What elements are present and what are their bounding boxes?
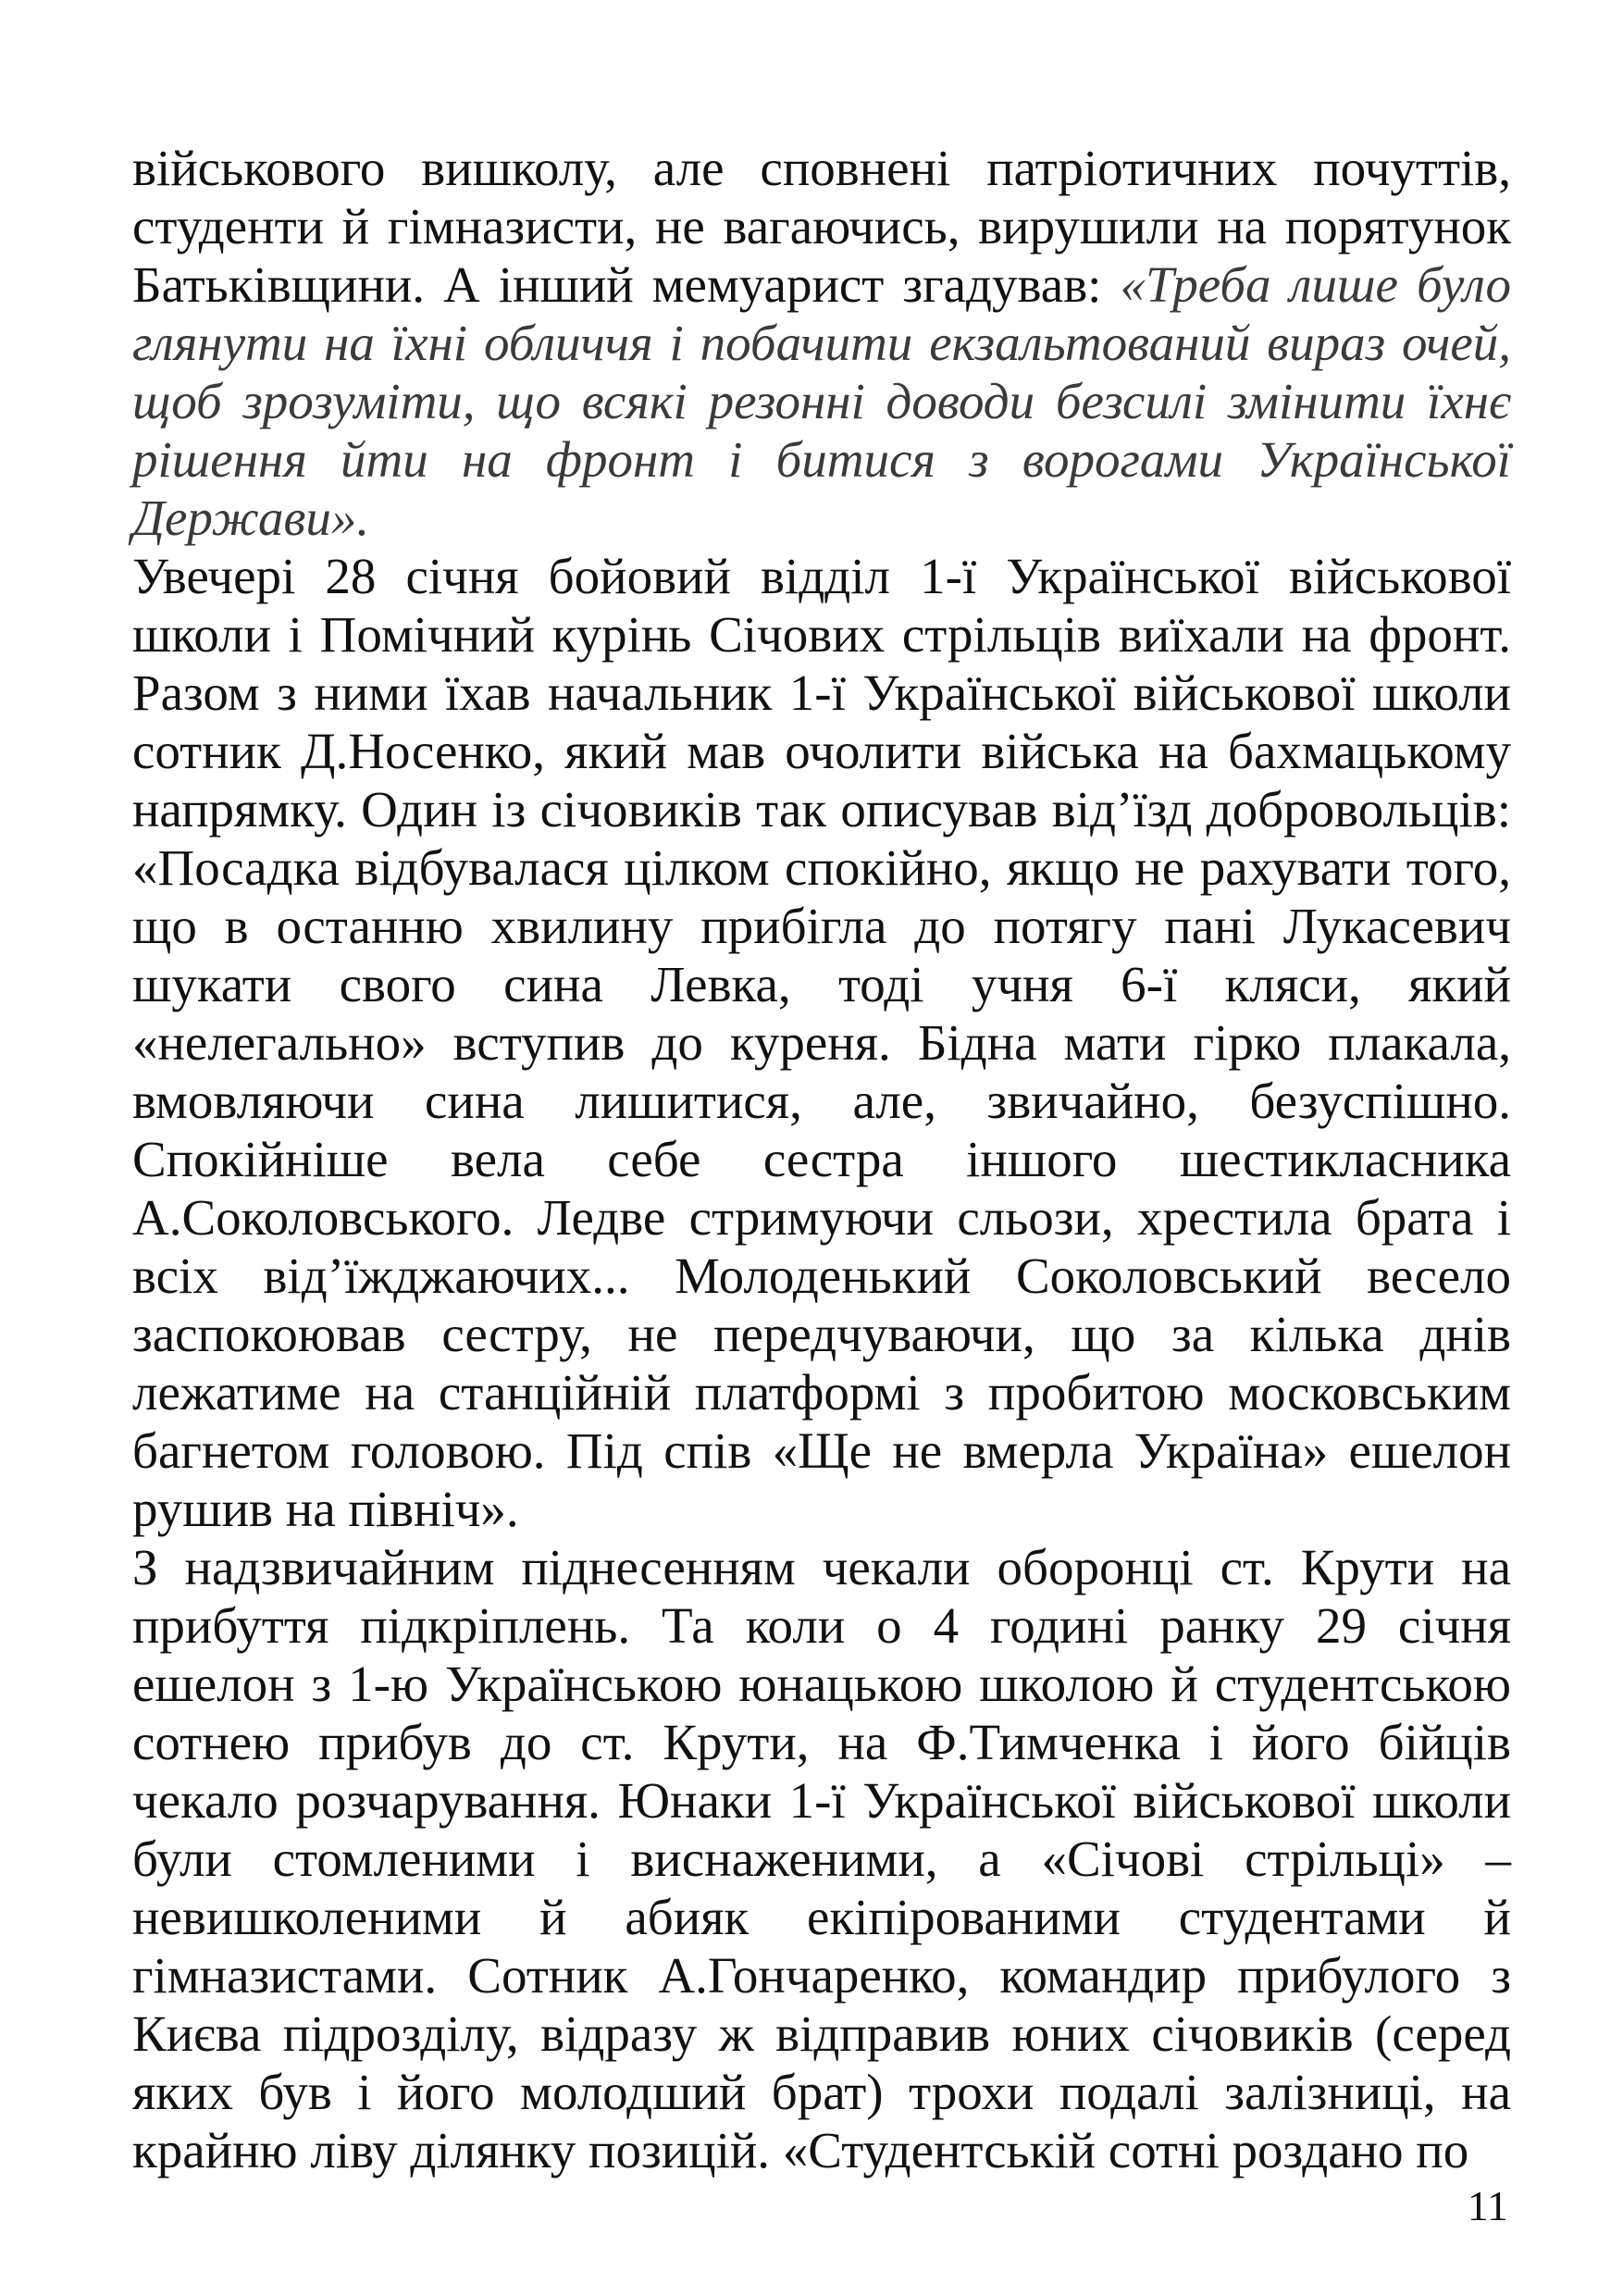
paragraph-2: Увечері 28 січня бойовий відділ 1-ї Української військової школи і Помічний курінь Січових стрільців виїхали на фронт. Разом з ними їхав начальник 1-ї Української військової школи сотник Д.Носенко, який мав очолити війська на бахмацькому напрямку. Один із січовиків так описував від’їзд добровольців: «Посадка відбувалася цілком спокійно, якщо не рахувати того, що в останню хвилину прибігла до потягу пані Лукасевич шукати свого сина Левка, тоді учня 6-ї кляси, який «нелегально» вступив до куреня. Бідна мати гірко плакала, вмовляючи сина лишитися, але, звичайно, безуспішно. Спокійніше вела себе сестра іншого шестикласника А.Соколовського. Ледве стримуючи сльози, хрестила брата і всіх від’їжджаючих... Молоденький Соколовський весело заспокоював сестру, не передчуваючи, що за кілька днів лежатиме на станційній платформі з пробитою московським багнетом головою. Під спів «Ще не вмерла Україна» ешелон рушив на північ».: [132, 548, 1511, 1537]
memoir-quote: «Треба лише було глянути на їхні обличчя і побачити екзальтований вираз очей, щоб зрозуміти, що всякі резонні доводи безсилі змінити їхнє рішення йти на фронт і битися з ворогами Української Держави»: [132, 256, 1511, 546]
paragraph-1: [132, 139, 1511, 547]
page-number: 11: [1467, 2182, 1508, 2229]
page-body: [132, 139, 1511, 2179]
memoir-quote-end: .: [356, 490, 370, 546]
paragraph-3: З надзвичайним піднесенням чекали оборонці ст. Крути на прибуття підкріплень. Та коли о 4 годині ранку 29 січня ешелон з 1-ю Українською юнацькою школою й студентською сотнею прибув до ст. Крути, на Ф.Тимченка і його бійців чекало розчарування. Юнаки 1-ї Української військової школи були стомленими і виснаженими, а «Січові стрільці» – невишколеними й абияк екіпірованими студентами й гімназистами. Сотник А.Гончаренко, командир прибулого з Києва підрозділу, відразу ж відправив юних січовиків (серед яких був і його молодший брат) трохи подалі залізниці, на крайню ліву ділянку позицій. «Студентській сотні роздано по: [132, 1539, 1511, 2178]
paragraph-1-text: військового вишколу, але сповнені патріотичних почуттів, студенти й гімназисти, не вагаючись, вирушили на порятунок Батьківщини. А інший мемуарист згадував:: [132, 140, 1511, 313]
